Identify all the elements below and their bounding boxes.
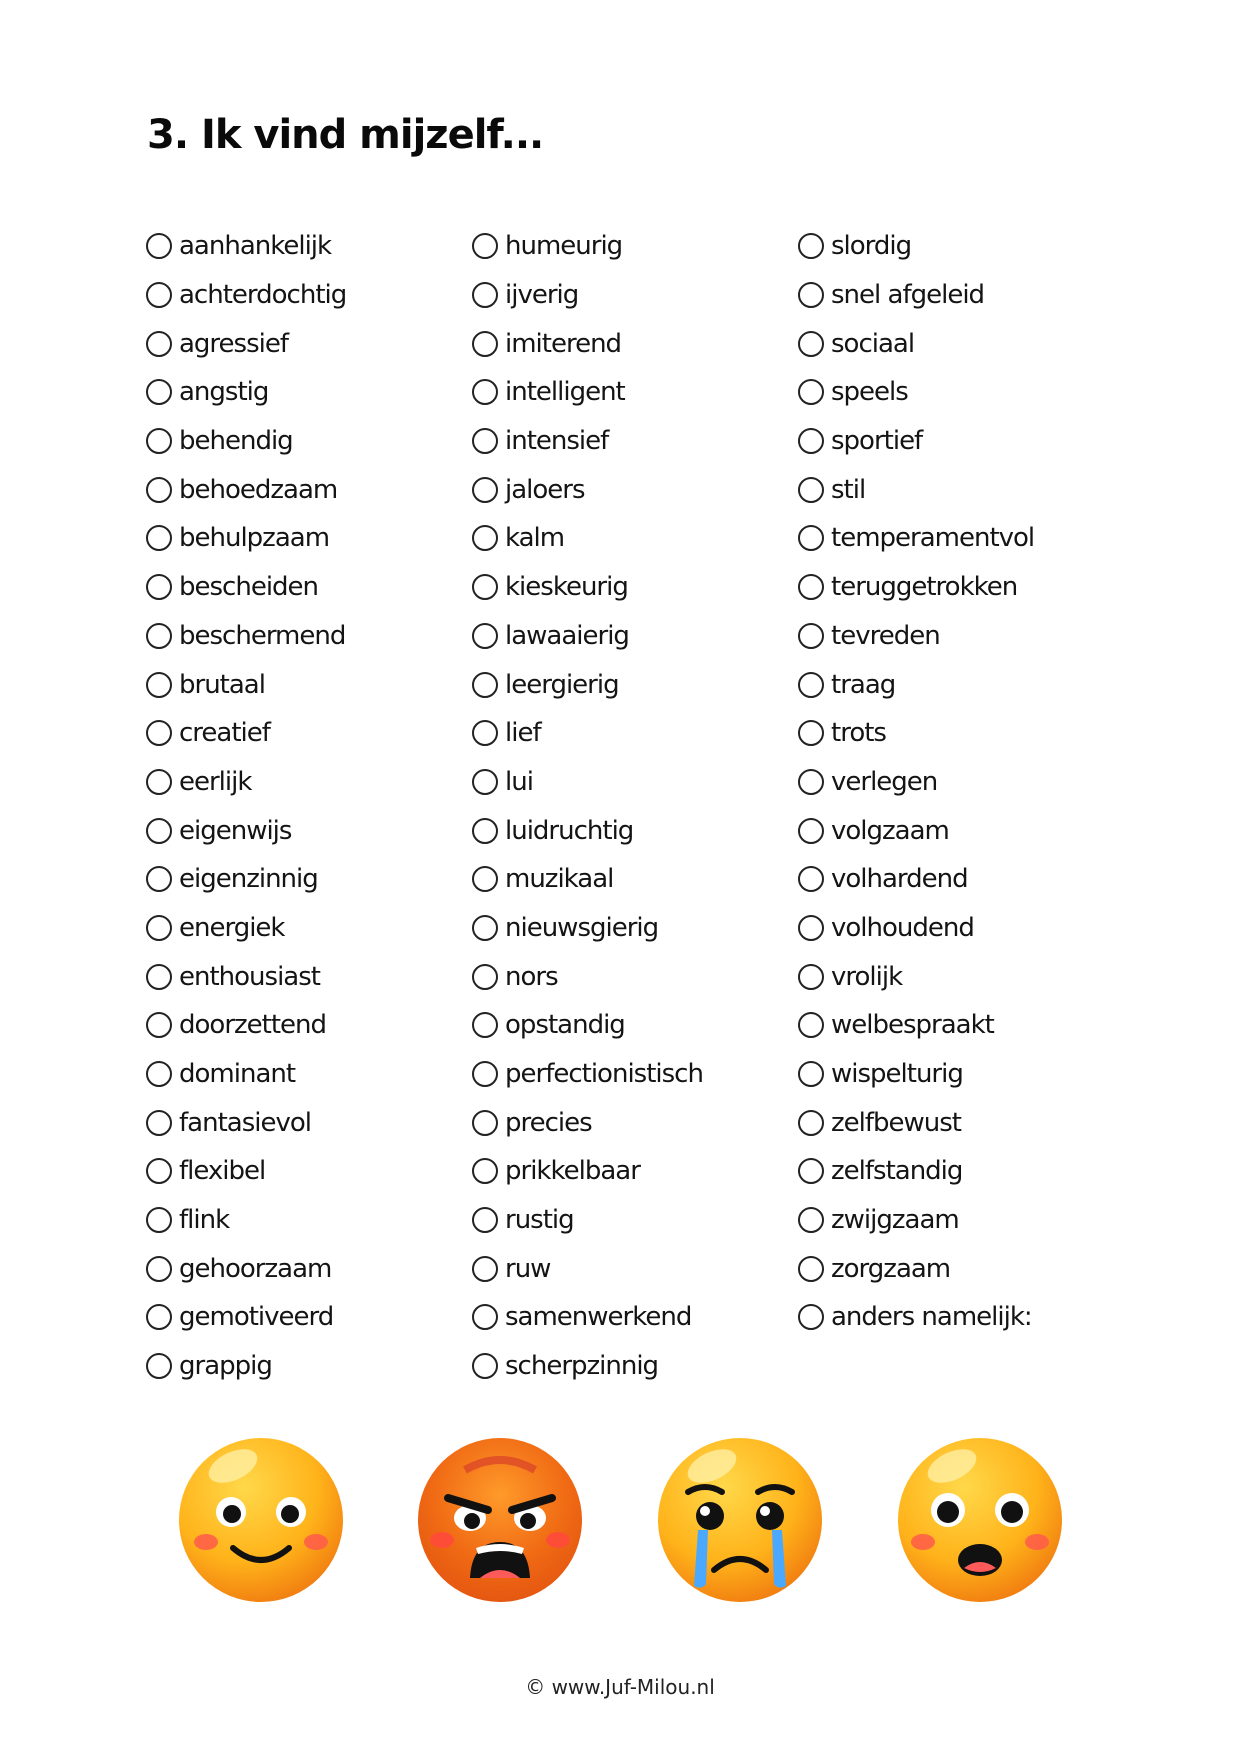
checklist-item-label: aanhankelijk	[179, 231, 332, 262]
checklist-item-label: intensief	[505, 426, 609, 457]
surprised-face-icon	[890, 1430, 1070, 1610]
checklist-item[interactable]	[472, 1244, 798, 1293]
checklist-item-label: vrolijk	[831, 961, 903, 992]
checklist-item-label: volhoudend	[831, 912, 974, 943]
checklist-item[interactable]	[798, 271, 1124, 320]
radio-circle-icon[interactable]	[798, 1110, 824, 1136]
radio-circle-icon[interactable]	[472, 672, 498, 698]
checklist-item[interactable]	[472, 271, 798, 320]
radio-circle-icon[interactable]	[146, 1207, 172, 1233]
checklist-item[interactable]	[146, 319, 472, 368]
checklist-item[interactable]	[798, 660, 1124, 709]
emoji-row	[0, 1430, 1240, 1610]
checklist-item-label: sociaal	[831, 328, 915, 359]
checklist-item[interactable]	[146, 1293, 472, 1342]
checklist-item[interactable]	[146, 1098, 472, 1147]
checklist-item[interactable]	[798, 1196, 1124, 1245]
radio-circle-icon[interactable]	[146, 331, 172, 357]
checklist-item[interactable]	[798, 1098, 1124, 1147]
checklist-item-label: enthousiast	[179, 961, 320, 992]
radio-circle-icon[interactable]	[798, 1256, 824, 1282]
checklist-item-label: muzikaal	[505, 864, 614, 895]
checklist-item-label: prikkelbaar	[505, 1156, 640, 1187]
checklist-item-label: perfectionistisch	[505, 1059, 703, 1090]
radio-circle-icon[interactable]	[472, 379, 498, 405]
checklist-item-label: kieskeurig	[505, 572, 628, 603]
checklist-item[interactable]	[146, 465, 472, 514]
checklist-item[interactable]	[798, 222, 1124, 271]
checklist-item-label: achterdochtig	[179, 280, 347, 311]
radio-circle-icon[interactable]	[146, 1061, 172, 1087]
radio-circle-icon[interactable]	[472, 623, 498, 649]
radio-circle-icon[interactable]	[798, 282, 824, 308]
radio-circle-icon[interactable]	[472, 769, 498, 795]
radio-circle-icon[interactable]	[146, 866, 172, 892]
checklist-item-label: flexibel	[179, 1156, 266, 1187]
radio-circle-icon[interactable]	[798, 379, 824, 405]
checklist-item-label: opstandig	[505, 1010, 625, 1041]
checklist-item-label: speels	[831, 377, 908, 408]
checklist-item[interactable]	[146, 758, 472, 807]
checklist-item[interactable]	[798, 417, 1124, 466]
radio-circle-icon[interactable]	[146, 428, 172, 454]
radio-circle-icon[interactable]	[472, 233, 498, 259]
radio-circle-icon[interactable]	[798, 769, 824, 795]
checklist-item[interactable]	[472, 1342, 798, 1391]
radio-circle-icon[interactable]	[146, 233, 172, 259]
radio-circle-icon[interactable]	[472, 477, 498, 503]
checklist-item[interactable]	[472, 563, 798, 612]
radio-circle-icon[interactable]	[472, 574, 498, 600]
angry-screaming-face-icon	[410, 1430, 590, 1610]
checklist-item-label: sportief	[831, 426, 923, 457]
radio-circle-icon[interactable]	[472, 818, 498, 844]
checklist-item[interactable]	[472, 855, 798, 904]
checklist-item-label: traag	[831, 669, 896, 700]
copyright-footer: © www.Juf-Milou.nl	[525, 1675, 715, 1699]
checklist-item-label: grappig	[179, 1351, 272, 1382]
radio-circle-icon[interactable]	[146, 1304, 172, 1330]
checklist-item[interactable]	[798, 1293, 1124, 1342]
checklist-item-label: leergierig	[505, 669, 619, 700]
radio-circle-icon[interactable]	[146, 379, 172, 405]
checklist-item-label: beschermend	[179, 620, 346, 651]
checklist-item[interactable]	[472, 660, 798, 709]
checklist-item[interactable]	[798, 1244, 1124, 1293]
checklist-item-label: eerlijk	[179, 766, 252, 797]
checklist-item[interactable]	[146, 660, 472, 709]
checklist-column-1	[146, 222, 472, 1391]
radio-circle-icon[interactable]	[146, 672, 172, 698]
radio-circle-icon[interactable]	[472, 1256, 498, 1282]
radio-circle-icon[interactable]	[146, 915, 172, 941]
checklist-item-label: trots	[831, 718, 886, 749]
radio-circle-icon[interactable]	[798, 525, 824, 551]
checklist-item[interactable]	[798, 904, 1124, 953]
checklist-item-label: intelligent	[505, 377, 625, 408]
checklist-item[interactable]	[472, 1293, 798, 1342]
radio-circle-icon[interactable]	[146, 769, 172, 795]
checklist-item[interactable]	[146, 806, 472, 855]
checklist-item-label: dominant	[179, 1059, 296, 1090]
checklist-item[interactable]	[472, 1147, 798, 1196]
checklist-item-label: snel afgeleid	[831, 280, 985, 311]
checklist-item[interactable]	[146, 855, 472, 904]
checklist-item[interactable]	[472, 1196, 798, 1245]
checklist-item-label: stil	[831, 474, 866, 505]
checklist-item-label: gehoorzaam	[179, 1253, 332, 1284]
checklist-item[interactable]	[146, 1001, 472, 1050]
checklist-item[interactable]	[472, 952, 798, 1001]
radio-circle-icon[interactable]	[798, 1012, 824, 1038]
checklist-item[interactable]	[472, 758, 798, 807]
radio-circle-icon[interactable]	[472, 866, 498, 892]
checklist-item-label: volhardend	[831, 864, 968, 895]
checklist-item[interactable]	[798, 319, 1124, 368]
checklist-item-label: tevreden	[831, 620, 940, 651]
checklist-item-label: verlegen	[831, 766, 938, 797]
checklist-item-label: imiterend	[505, 328, 622, 359]
radio-circle-icon[interactable]	[798, 964, 824, 990]
checklist-item-label: fantasievol	[179, 1107, 311, 1138]
checklist-item[interactable]	[146, 1050, 472, 1099]
checklist-item[interactable]	[472, 1050, 798, 1099]
checklist-item[interactable]	[798, 1050, 1124, 1099]
checklist-item-label: doorzettend	[179, 1010, 327, 1041]
checklist-item-label: precies	[505, 1107, 592, 1138]
checklist-item-label: jaloers	[505, 474, 585, 505]
checklist-item[interactable]	[472, 514, 798, 563]
checklist-item[interactable]	[146, 368, 472, 417]
checklist-item-label: lief	[505, 718, 541, 749]
checklist-item[interactable]	[472, 709, 798, 758]
checklist-item-label: energiek	[179, 912, 285, 943]
checklist-item-label: agressief	[179, 328, 289, 359]
checklist-item-label: bescheiden	[179, 572, 319, 603]
checklist-item-label: brutaal	[179, 669, 265, 700]
radio-circle-icon[interactable]	[798, 672, 824, 698]
checklist-item[interactable]	[146, 1196, 472, 1245]
checklist-item[interactable]	[472, 222, 798, 271]
checklist-item-label: zorgzaam	[831, 1253, 951, 1284]
checklist-item[interactable]	[146, 612, 472, 661]
checklist-item[interactable]	[798, 514, 1124, 563]
checklist-item-label: kalm	[505, 523, 565, 554]
checklist-item[interactable]	[798, 465, 1124, 514]
checklist-item-label: behulpzaam	[179, 523, 330, 554]
checklist-item-label: flink	[179, 1205, 230, 1236]
checklist-item-label: lui	[505, 766, 533, 797]
checklist-item[interactable]	[472, 368, 798, 417]
page-title: 3. Ik vind mijzelf...	[147, 112, 544, 158]
smiling-face-icon	[171, 1430, 351, 1610]
checklist-item-label: behendig	[179, 426, 293, 457]
checklist-item[interactable]	[798, 1001, 1124, 1050]
checklist-item[interactable]	[146, 952, 472, 1001]
radio-circle-icon[interactable]	[798, 818, 824, 844]
radio-circle-icon[interactable]	[798, 428, 824, 454]
checklist-item[interactable]	[146, 271, 472, 320]
radio-circle-icon[interactable]	[472, 1012, 498, 1038]
radio-circle-icon[interactable]	[798, 915, 824, 941]
checklist-item-label: nieuwsgierig	[505, 912, 659, 943]
radio-circle-icon[interactable]	[472, 964, 498, 990]
checklist-item-label: ruw	[505, 1253, 551, 1284]
radio-circle-icon[interactable]	[472, 720, 498, 746]
checklist-item-label: eigenwijs	[179, 815, 292, 846]
checklist-item-label: temperamentvol	[831, 523, 1035, 554]
checklist-item-label: zelfstandig	[831, 1156, 963, 1187]
radio-circle-icon[interactable]	[146, 964, 172, 990]
radio-circle-icon[interactable]	[472, 1353, 498, 1379]
checklist-item-label: nors	[505, 961, 558, 992]
checklist-item[interactable]	[146, 222, 472, 271]
checklist-item-label: behoedzaam	[179, 474, 338, 505]
radio-circle-icon[interactable]	[146, 574, 172, 600]
checklist-item-label: volgzaam	[831, 815, 949, 846]
checklist-item[interactable]	[798, 806, 1124, 855]
checklist-item[interactable]	[472, 1098, 798, 1147]
checklist-item-label: zelfbewust	[831, 1107, 962, 1138]
radio-circle-icon[interactable]	[798, 720, 824, 746]
checklist-item-label: slordig	[831, 231, 912, 262]
radio-circle-icon[interactable]	[146, 282, 172, 308]
checklist-item-label: samenwerkend	[505, 1302, 692, 1333]
checklist-item-label: scherpzinnig	[505, 1351, 659, 1382]
radio-circle-icon[interactable]	[472, 1110, 498, 1136]
radio-circle-icon[interactable]	[798, 477, 824, 503]
checklist-item[interactable]	[798, 612, 1124, 661]
checklist-item[interactable]	[146, 1342, 472, 1391]
radio-circle-icon[interactable]	[146, 1012, 172, 1038]
radio-circle-icon[interactable]	[472, 428, 498, 454]
checklist-item-label: ijverig	[505, 280, 579, 311]
checklist-item[interactable]	[146, 417, 472, 466]
checklist-item[interactable]	[798, 1147, 1124, 1196]
checklist-item[interactable]	[146, 563, 472, 612]
radio-circle-icon[interactable]	[798, 866, 824, 892]
radio-circle-icon[interactable]	[798, 331, 824, 357]
radio-circle-icon[interactable]	[146, 623, 172, 649]
checklist-item[interactable]	[146, 1244, 472, 1293]
checklist-item[interactable]	[146, 514, 472, 563]
radio-circle-icon[interactable]	[798, 1158, 824, 1184]
checklist-item[interactable]	[472, 417, 798, 466]
radio-circle-icon[interactable]	[146, 1256, 172, 1282]
radio-circle-icon[interactable]	[472, 1304, 498, 1330]
radio-circle-icon[interactable]	[798, 1207, 824, 1233]
radio-circle-icon[interactable]	[146, 525, 172, 551]
checklist-item[interactable]	[472, 904, 798, 953]
radio-circle-icon[interactable]	[472, 1061, 498, 1087]
checklist-item[interactable]	[798, 952, 1124, 1001]
radio-circle-icon[interactable]	[798, 1304, 824, 1330]
radio-circle-icon[interactable]	[146, 1110, 172, 1136]
checklist-item[interactable]	[798, 758, 1124, 807]
adjective-checklist	[146, 222, 1124, 1391]
checklist-item[interactable]	[798, 563, 1124, 612]
checklist-item-label: anders namelijk:	[831, 1302, 1032, 1333]
checklist-item[interactable]	[798, 855, 1124, 904]
radio-circle-icon[interactable]	[146, 477, 172, 503]
radio-circle-icon[interactable]	[472, 282, 498, 308]
checklist-item[interactable]	[472, 612, 798, 661]
radio-circle-icon[interactable]	[146, 1353, 172, 1379]
checklist-item[interactable]	[472, 806, 798, 855]
checklist-item[interactable]	[472, 465, 798, 514]
checklist-item[interactable]	[146, 1147, 472, 1196]
radio-circle-icon[interactable]	[798, 1061, 824, 1087]
checklist-item[interactable]	[146, 709, 472, 758]
radio-circle-icon[interactable]	[472, 525, 498, 551]
checklist-item-label: rustig	[505, 1205, 574, 1236]
checklist-column-3	[798, 222, 1124, 1391]
checklist-item-label: angstig	[179, 377, 269, 408]
checklist-item-label: zwijgzaam	[831, 1205, 959, 1236]
radio-circle-icon[interactable]	[146, 1158, 172, 1184]
radio-circle-icon[interactable]	[472, 915, 498, 941]
checklist-item-label: gemotiveerd	[179, 1302, 334, 1333]
radio-circle-icon[interactable]	[798, 233, 824, 259]
checklist-item[interactable]	[798, 709, 1124, 758]
checklist-item[interactable]	[798, 368, 1124, 417]
radio-circle-icon[interactable]	[472, 331, 498, 357]
checklist-item-label: luidruchtig	[505, 815, 634, 846]
radio-circle-icon[interactable]	[798, 623, 824, 649]
checklist-item-label: creatief	[179, 718, 270, 749]
checklist-item-label: lawaaierig	[505, 620, 629, 651]
radio-circle-icon[interactable]	[146, 720, 172, 746]
checklist-item-label: teruggetrokken	[831, 572, 1018, 603]
checklist-item[interactable]	[472, 319, 798, 368]
checklist-item[interactable]	[472, 1001, 798, 1050]
checklist-item-label: eigenzinnig	[179, 864, 318, 895]
checklist-item[interactable]	[146, 904, 472, 953]
checklist-item-label: humeurig	[505, 231, 623, 262]
checklist-item-label: welbespraakt	[831, 1010, 994, 1041]
radio-circle-icon[interactable]	[472, 1158, 498, 1184]
radio-circle-icon[interactable]	[472, 1207, 498, 1233]
radio-circle-icon[interactable]	[798, 574, 824, 600]
radio-circle-icon[interactable]	[146, 818, 172, 844]
checklist-column-2	[472, 222, 798, 1391]
checklist-item-label: wispelturig	[831, 1059, 963, 1090]
crying-face-icon	[650, 1430, 830, 1610]
